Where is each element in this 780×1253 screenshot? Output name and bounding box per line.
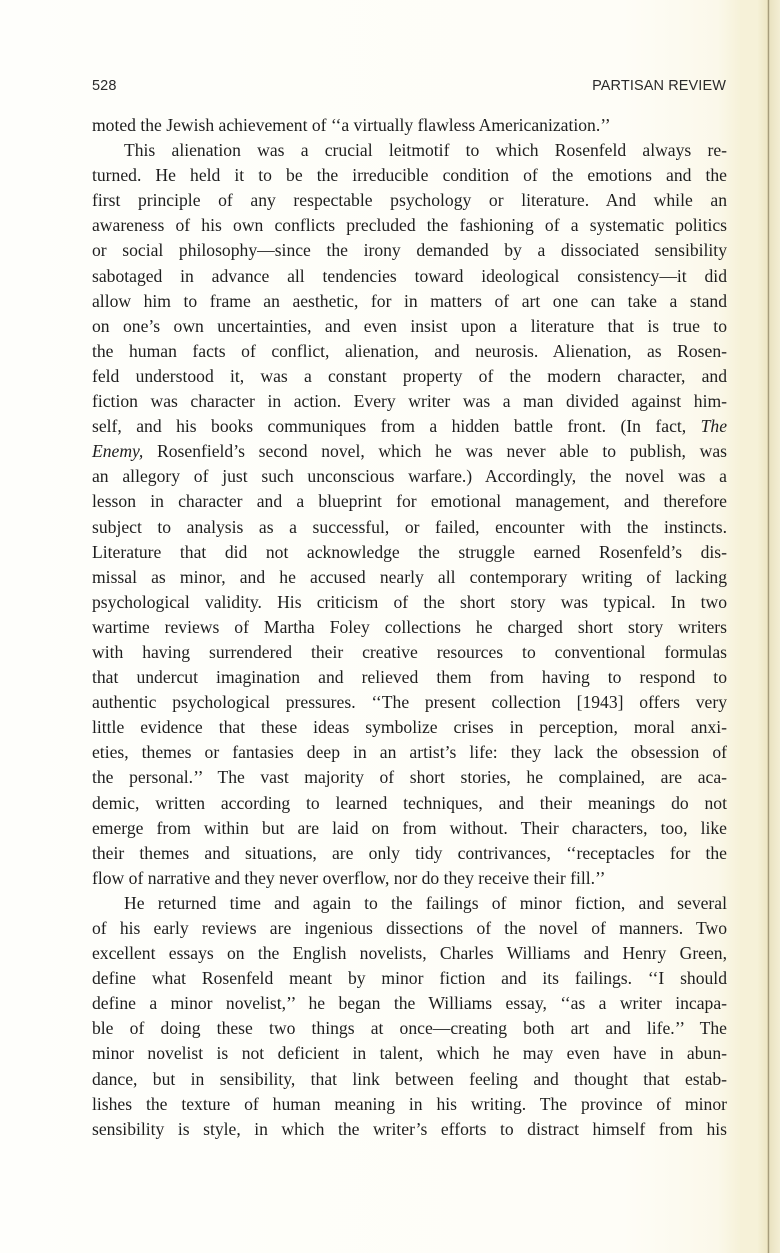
text-line — [92, 213, 727, 238]
text-segment: that undercut imagination and relieved them from having to respond to — [92, 667, 727, 688]
text-segment: missal as minor, and he accused nearly all contemporary writing of lacking — [92, 566, 727, 587]
text-segment: moted the Jewish achievement of ‘‘a virtually flawless Americanization.’’ — [92, 115, 611, 135]
text-segment: self, and his books communiques from a hidden battle front. (In fact, — [92, 416, 701, 437]
text-line — [92, 113, 727, 138]
text-segment: demic, written according to learned techniques, and their meanings do not — [92, 792, 727, 813]
text-line — [92, 941, 727, 966]
text-line — [92, 264, 727, 289]
text-segment: define what Rosenfeld meant by minor fiction and its failings. ‘‘I should — [92, 968, 727, 989]
text-line — [92, 1117, 727, 1142]
text-line — [92, 891, 727, 916]
text-line — [92, 389, 727, 414]
text-segment: awareness of his own conflicts precluded the fashioning of a systematic politics — [92, 215, 727, 236]
text-segment: an allegory of just such unconscious warfare.) Accordingly, the novel was a — [92, 466, 727, 487]
text-segment: He returned time and again to the failings of minor fiction, and several — [124, 892, 727, 913]
text-segment: with having surrendered their creative resources to conventional formulas — [92, 641, 727, 662]
paragraph — [92, 891, 727, 1142]
text-line — [92, 489, 727, 514]
text-line — [92, 1067, 727, 1092]
body-text — [92, 113, 727, 1142]
text-line — [92, 615, 727, 640]
text-line — [92, 966, 727, 991]
text-segment: dance, but in sensibility, that link between feeling and thought that estab- — [92, 1068, 727, 1089]
text-segment: psychological validity. His criticism of the short story was typical. In two — [92, 591, 727, 612]
text-line — [92, 816, 727, 841]
text-segment: subject to analysis as a successful, or failed, encounter with the instincts. — [92, 516, 727, 537]
text-segment: on one’s own uncertainties, and even insist upon a literature that is true to — [92, 315, 727, 336]
text-segment: lishes the texture of human meaning in his writing. The province of minor — [92, 1093, 727, 1114]
text-segment: sensibility is style, in which the writer’s efforts to distract himself from his — [92, 1118, 727, 1139]
text-segment: allow him to frame an aesthetic, for in matters of art one can take a stand — [92, 290, 727, 311]
italic-title: The — [700, 416, 727, 437]
text-line — [92, 289, 727, 314]
text-line — [92, 565, 727, 590]
page-binding-edge — [758, 0, 780, 1253]
text-line — [92, 791, 727, 816]
text-segment: minor novelist is not deficient in talent, which he may even have in abun- — [92, 1043, 727, 1064]
text-segment: emerge from within but are laid on from without. Their characters, too, like — [92, 817, 727, 838]
text-segment: the personal.’’ The vast majority of short stories, he complained, are aca- — [92, 767, 727, 788]
text-line — [92, 138, 727, 163]
text-segment: eties, themes or fantasies deep in an artist’s life: they lack the obsession of — [92, 742, 727, 763]
text-line — [92, 464, 727, 489]
text-line — [92, 314, 727, 339]
text-segment: Literature that did not acknowledge the struggle earned Rosenfeld’s dis- — [92, 541, 727, 562]
text-line — [92, 339, 727, 364]
text-segment: This alienation was a crucial leitmotif to which Rosenfeld always re- — [124, 140, 727, 161]
journal-title: PARTISAN REVIEW — [592, 78, 726, 94]
text-segment: first principle of any respectable psychology or literature. And while an — [92, 190, 727, 211]
text-segment: sabotaged in advance all tendencies toward ideological consistency—it did — [92, 265, 727, 286]
text-line — [92, 515, 727, 540]
text-segment: Rosenfield’s second novel, which he was never able to publish, was — [143, 441, 727, 462]
text-line — [92, 590, 727, 615]
text-segment: define a minor novelist,’’ he began the Williams essay, ‘‘as a writer incapa- — [92, 993, 727, 1014]
text-line — [92, 1016, 727, 1041]
text-line — [92, 1041, 727, 1066]
text-line — [92, 238, 727, 263]
text-segment: of his early reviews are ingenious dissections of the novel of manners. Two — [92, 918, 727, 938]
italic-title: Enemy, — [92, 441, 144, 462]
text-segment: wartime reviews of Martha Foley collections he charged short story writers — [92, 616, 727, 637]
text-line — [92, 916, 727, 941]
paragraph — [92, 113, 727, 138]
text-segment: excellent essays on the English novelists, Charles Williams and Henry Green, — [92, 943, 727, 964]
text-line — [92, 690, 727, 715]
text-line — [92, 740, 727, 765]
running-head — [92, 78, 726, 94]
text-line — [92, 866, 727, 891]
text-line — [92, 188, 727, 213]
text-line — [92, 364, 727, 389]
text-segment: fiction was character in action. Every writer was a man divided against him- — [92, 391, 727, 412]
text-line — [92, 414, 727, 439]
text-line — [92, 163, 727, 188]
text-line — [92, 1092, 727, 1117]
text-line — [92, 439, 727, 464]
text-segment: ble of doing these two things at once—creating both art and life.’’ The — [92, 1018, 727, 1039]
text-segment: or social philosophy—since the irony demanded by a dissociated sensibility — [92, 240, 727, 261]
text-line — [92, 665, 727, 690]
text-segment: their themes and situations, are only tidy contrivances, ‘‘receptacles for the — [92, 842, 727, 863]
text-line — [92, 841, 727, 866]
text-segment: the human facts of conflict, alienation, and neurosis. Alienation, as Rosen- — [92, 340, 727, 361]
text-segment: lesson in character and a blueprint for emotional management, and therefore — [92, 491, 727, 512]
text-segment: authentic psychological pressures. ‘‘The present collection [1943] offers very — [92, 692, 727, 713]
text-line — [92, 715, 727, 740]
text-segment: turned. He held it to be the irreducible condition of the emotions and the — [92, 165, 727, 186]
text-line — [92, 765, 727, 790]
text-segment: little evidence that these ideas symbolize crises in perception, moral anxi- — [92, 717, 727, 738]
text-line — [92, 540, 727, 565]
paragraph — [92, 138, 727, 891]
page-number: 528 — [92, 78, 117, 94]
text-line — [92, 991, 727, 1016]
text-segment: feld understood it, was a constant property of the modern character, and — [92, 365, 727, 386]
text-line — [92, 640, 727, 665]
text-segment: flow of narrative and they never overflow, nor do they receive their fill.’’ — [92, 867, 606, 888]
